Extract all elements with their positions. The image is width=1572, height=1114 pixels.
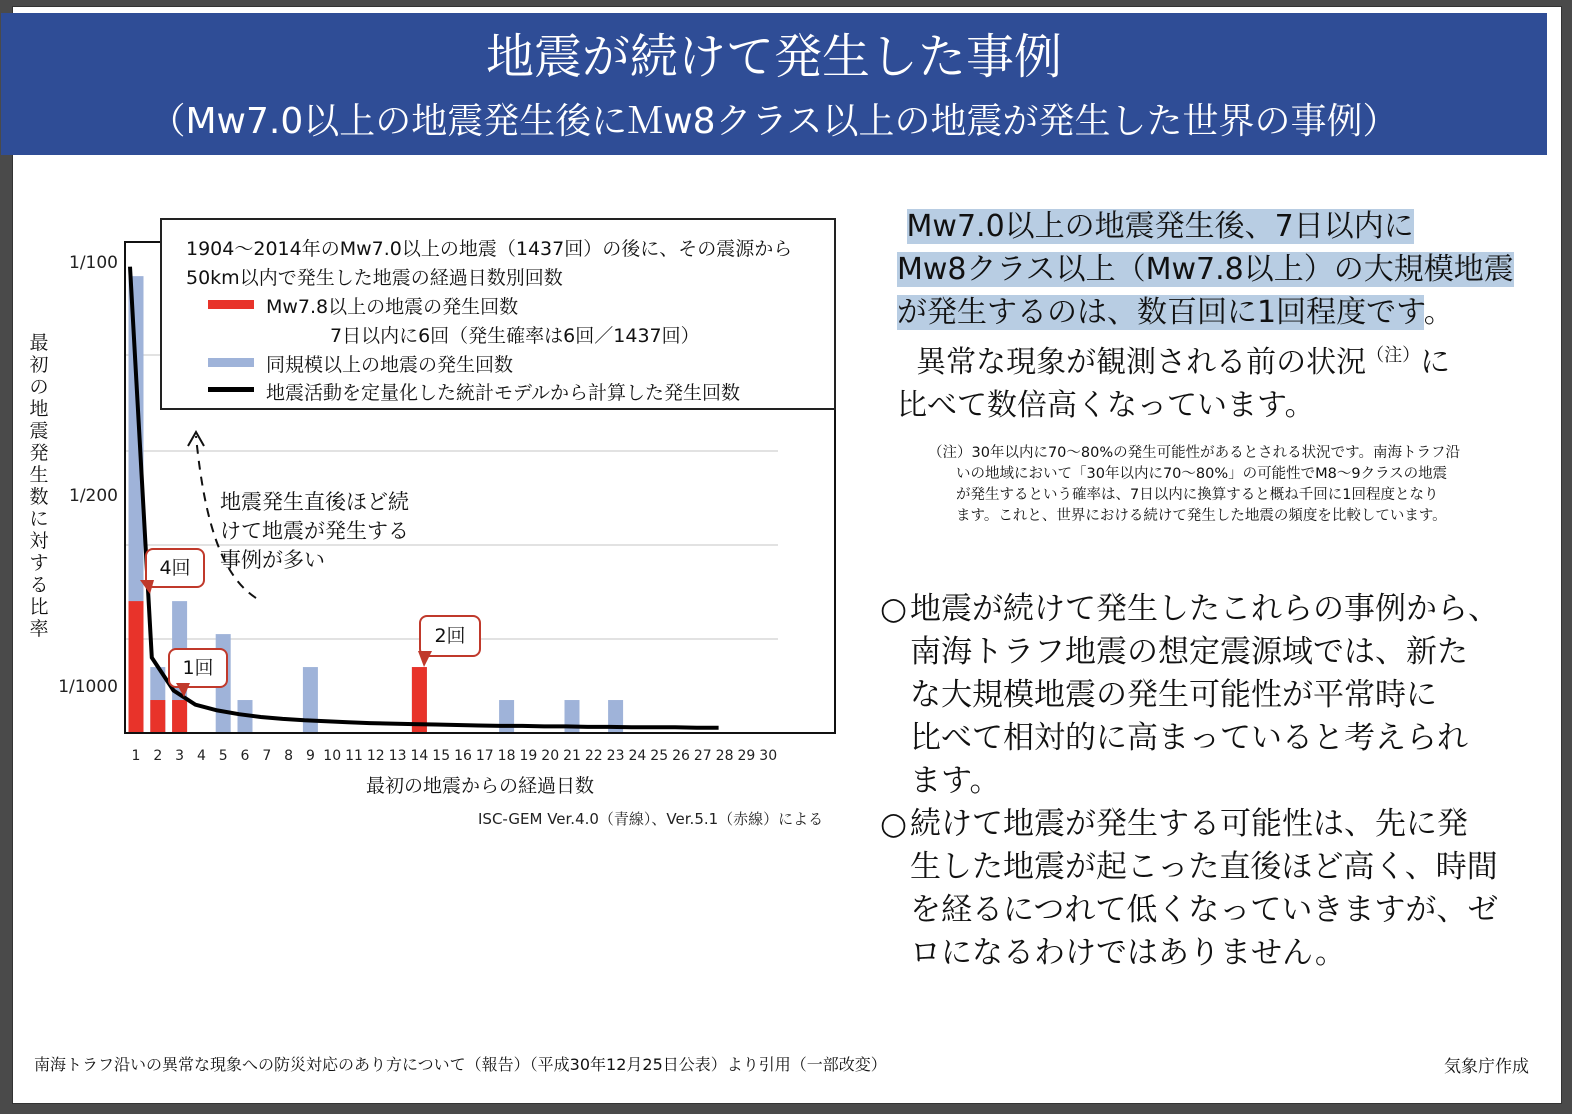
page-title: 地震が続けて発生した事例 (485, 29, 1062, 85)
y-tick-label: 1/200 (69, 486, 118, 506)
para2-c: 比べて数倍高くなっています。 (897, 388, 1315, 423)
callout-day1: 4回 (145, 548, 205, 588)
annotation-line: 地震発生直後ほど続 (220, 490, 409, 514)
callout-day14: 2回 (419, 615, 481, 657)
main-statement (897, 205, 1547, 427)
x-tick-label: 1 (131, 748, 141, 764)
bullet-text: な大規模地震の発生可能性が平常時に (910, 677, 1437, 713)
x-tick-label: 28 (715, 748, 734, 764)
bullet-text: 生した地震が起こった直後ほど高く、時間 (910, 849, 1498, 885)
para2-a: 異常な現象が観測される前の状況 (916, 345, 1367, 380)
x-tick-label: 29 (737, 748, 756, 764)
legend-title-line2: 50km以内で発生した地震の経過日数別回数 (186, 267, 563, 289)
red-bar (129, 601, 144, 733)
x-tick-label: 26 (672, 748, 690, 764)
y-tick-label: 1/100 (69, 253, 118, 273)
footer-citation: 南海トラフ沿いの異常な現象への防災対応のあり方について（報告）（平成30年12月25日公表）より引用（一部改変） (34, 1055, 887, 1074)
x-tick-label: 19 (519, 748, 538, 764)
x-tick-label: 12 (366, 748, 385, 764)
note-line: （注）30年以内に70～80%の発生可能性があるとされる状況です。南海トラフ沿 (928, 445, 1460, 461)
x-tick-label: 2 (153, 748, 163, 764)
highlight-line3: が発生するのは、数百回に1回程度です (897, 295, 1424, 330)
bullet-mark: ○ (880, 806, 908, 842)
legend-swatch-black (208, 387, 254, 392)
para2-b: に (1420, 345, 1451, 380)
blue-bar (303, 667, 318, 733)
bullet-text: 南海トラフ地震の想定震源域では、新た (910, 634, 1468, 670)
red-bar (150, 700, 165, 733)
x-tick-label: 21 (563, 748, 581, 764)
x-tick-label: 4 (196, 748, 206, 764)
chart-legend (160, 218, 836, 410)
bullet-text: ます。 (910, 763, 1001, 799)
highlight-line2: Mw8クラス以上（Mw7.8以上）の大規模地震 (897, 252, 1514, 287)
bullet-text: ロになるわけではありません。 (910, 935, 1346, 971)
x-tick-label: 14 (410, 748, 429, 764)
bullet-text: 続けて地震が発生する可能性は、先に発 (910, 806, 1468, 842)
x-tick-label: 18 (497, 748, 516, 764)
x-tick-label: 27 (693, 748, 712, 764)
legend-red-sub: 7日以内に6回（発生確率は6回／1437回） (330, 325, 700, 347)
x-tick-label: 25 (650, 748, 669, 764)
x-tick-label: 22 (584, 748, 603, 764)
note-line: ます。これと、世界における続けて発生した地震の頻度を比較しています。 (956, 508, 1447, 524)
x-tick-label: 11 (345, 748, 363, 764)
y-axis-label: 最初の地震発生数に対する比率 (29, 332, 49, 640)
x-tick-label: 13 (388, 748, 407, 764)
x-tick-label: 3 (175, 748, 185, 764)
blue-bar (499, 700, 514, 733)
x-tick-label: 30 (759, 748, 778, 764)
highlight-line1: Mw7.0以上の地震発生後、7日以内に (906, 209, 1414, 244)
x-tick-label: 7 (262, 748, 272, 764)
footnote (928, 443, 1528, 527)
bullet-2 (880, 803, 1550, 975)
red-bar (172, 700, 187, 733)
callout-day3: 1回 (168, 648, 228, 688)
bullet-1 (880, 588, 1550, 803)
callout-day3-tail (176, 683, 190, 697)
bullet-text: 比べて相対的に高まっていると考えられ (910, 720, 1468, 756)
x-tick-label: 24 (628, 748, 647, 764)
x-tick-label: 23 (606, 748, 625, 764)
note-line: が発生するという確率は、7日以内に換算すると概ね千回に1回程度となり (956, 487, 1439, 503)
annotation-line: けて地震が発生する (220, 519, 409, 543)
bullet-text: を経るにつれて低くなっていきますが、ゼ (910, 892, 1499, 928)
x-tick-label: 16 (454, 748, 472, 764)
legend-title-line1: 1904～2014年のMw7.0以上の地震（1437回）の後に、その震源から (186, 238, 793, 260)
x-tick-label: 9 (305, 748, 315, 764)
legend-swatch-red (208, 300, 254, 309)
x-axis-label: 最初の地震からの経過日数 (365, 775, 595, 797)
conclusion-bullets (880, 588, 1550, 975)
period: 。 (1423, 295, 1454, 330)
callout-day14-tail (418, 651, 432, 667)
x-tick-label: 10 (323, 748, 342, 764)
annotation-line: 事例が多い (220, 548, 325, 572)
legend-red-label: Mw7.8以上の地震の発生回数 (266, 296, 519, 318)
x-tick-label: 8 (284, 748, 294, 764)
x-tick-label: 6 (240, 748, 250, 764)
legend-black-label: 地震活動を定量化した統計モデルから計算した発生回数 (266, 382, 741, 404)
x-tick-label: 5 (218, 748, 228, 764)
annotation-arrow-head (188, 432, 204, 446)
footer-author: 気象庁作成 (1444, 1057, 1529, 1077)
callout-day1-tail (140, 580, 154, 594)
bullet-mark: ○ (880, 591, 908, 627)
chart-annotation (220, 488, 409, 575)
page-subtitle: （Mw7.0以上の地震発生後にＭw8クラス以上の地震が発生した世界の事例） (149, 101, 1399, 142)
y-tick-label: 1/1000 (58, 677, 118, 697)
legend-blue-label: 同規模以上の地震の発生回数 (266, 354, 514, 376)
note-line: いの地域において「30年以内に70～80%」の可能性でM8～9クラスの地震 (956, 466, 1448, 482)
bullet-text: 地震が続けて発生したこれらの事例から、 (910, 591, 1499, 627)
x-tick-label: 15 (432, 748, 451, 764)
source-note: ISC-GEM Ver.4.0（青線）、Ver.5.1（赤線）による (478, 810, 824, 828)
x-tick-label: 20 (541, 748, 560, 764)
x-tick-label: 17 (475, 748, 494, 764)
note-ref: （注） (1366, 345, 1421, 366)
legend-swatch-blue (208, 358, 254, 367)
